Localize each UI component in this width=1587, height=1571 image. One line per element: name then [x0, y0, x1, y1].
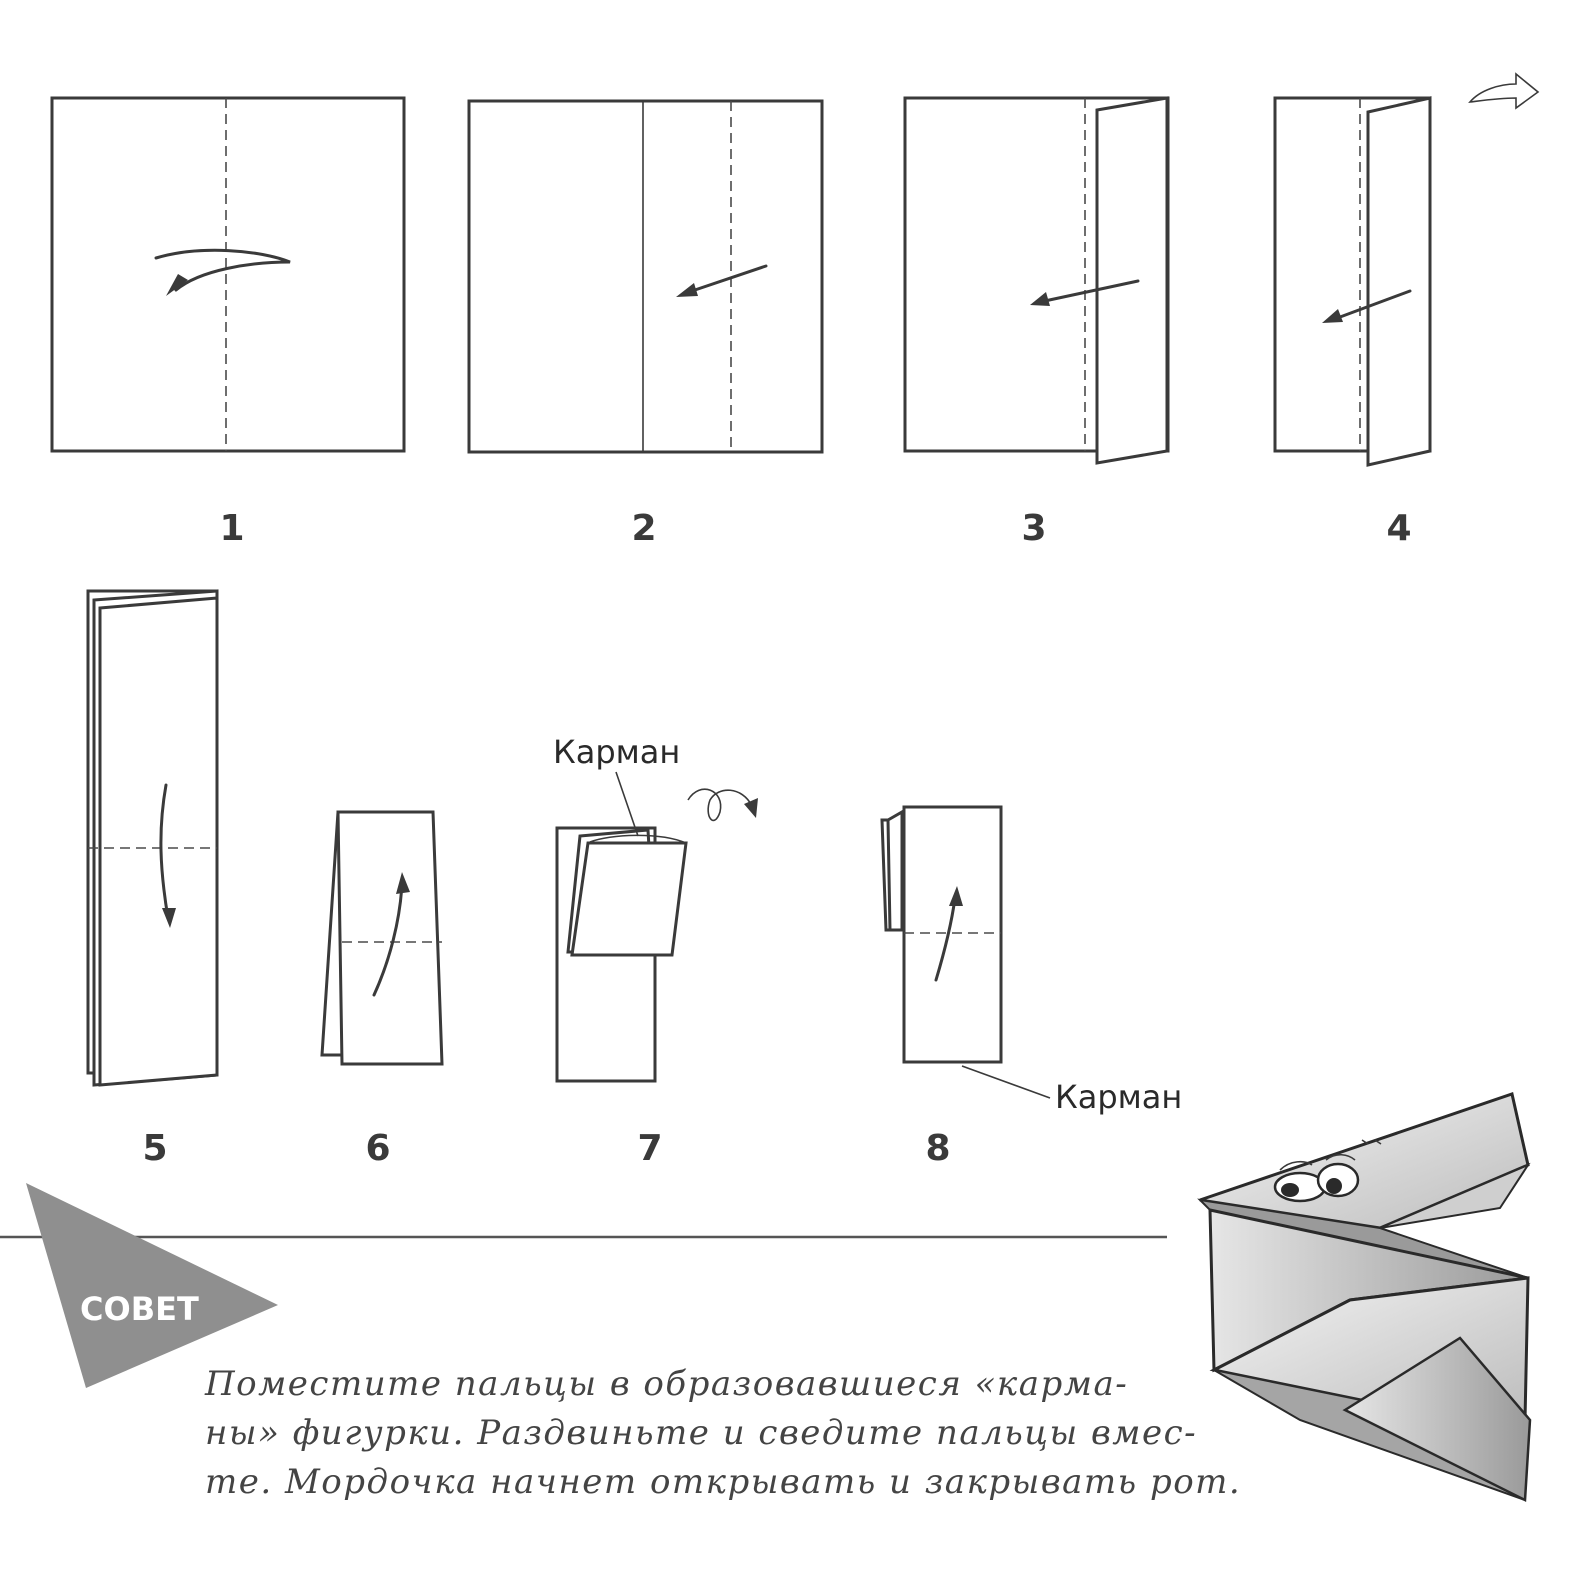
step-7-figure	[553, 733, 758, 1081]
step-3-figure	[905, 98, 1168, 463]
tip-line-2: ны» фигурки. Раздвиньте и сведите пальцы вмес-	[205, 1413, 1198, 1453]
step-5-figure	[88, 591, 217, 1085]
tip-text	[205, 1360, 1305, 1507]
pocket-label-step8: Карман	[1055, 1078, 1183, 1116]
step-number-2: 2	[631, 508, 657, 549]
step-6-figure	[322, 812, 442, 1064]
tip-line-1: Поместите пальцы в образовавшиеся «карма-	[205, 1364, 1129, 1404]
step-number-7: 7	[637, 1128, 663, 1169]
step-number-6: 6	[365, 1128, 391, 1169]
step-8-figure	[882, 807, 1182, 1116]
tip-badge	[26, 1183, 278, 1388]
step-number-1: 1	[219, 508, 245, 549]
tip-badge-label: СОВЕТ	[80, 1290, 199, 1328]
step-2-figure	[469, 101, 822, 452]
turn-over-arrow-icon	[1470, 74, 1538, 108]
step-1-figure	[52, 98, 404, 451]
pocket-label-step7: Карман	[553, 733, 681, 771]
step-number-3: 3	[1021, 508, 1047, 549]
step-4-figure	[1275, 98, 1430, 465]
step-number-8: 8	[925, 1128, 951, 1169]
step-number-4: 4	[1386, 508, 1412, 549]
step-number-5: 5	[142, 1128, 168, 1169]
tip-line-3: те. Мордочка начнет открывать и закрывать рот.	[205, 1462, 1242, 1502]
